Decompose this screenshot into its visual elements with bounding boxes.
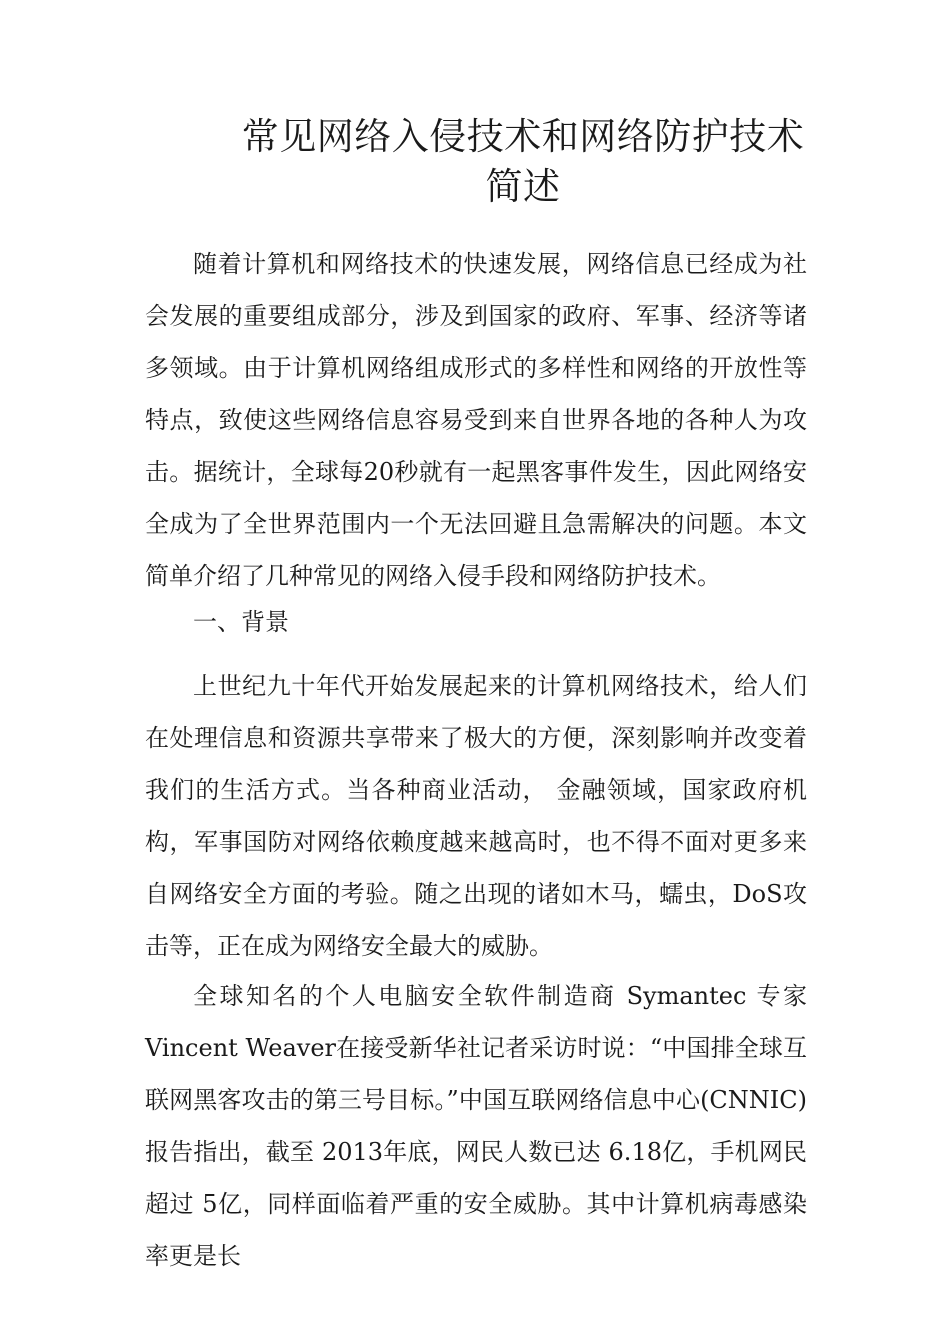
section-heading-background: 一、背景 xyxy=(193,608,289,636)
intro-paragraph: 随着计算机和网络技术的快速发展，网络信息已经成为社会发展的重要组成部分，涉及到国家的政府、军事、经济等诸多领域。由于计算机网络组成形式的多样性和网络的开放性等特点，致使这些网络信息容易受到来自世界各地的各种人为攻击。据统计，全球每20秒就有一起黑客事件发生，因此网络安全成为了全世界范围内一个无法回避且急需解决的问题。本文简单介绍了几种常见的网络入侵手段和网络防护技术。 xyxy=(145,250,807,590)
document-title: 常见网络入侵技术和网络防护技术简述 xyxy=(241,115,805,208)
statistics-paragraph: 全球知名的个人电脑安全软件制造商 Symantec 专家Vincent Weaver在接受新华社记者采访时说：“中国排全球互联网黑客攻击的第三号目标。”中国互联网络信息中心(CNNIC)报告指出，截至 2013年底，网民人数已达 6.18亿，手机网民超过 5亿，同样面临着严重的安全威胁。其中计算机病毒感染率更是长 xyxy=(145,982,807,1270)
background-paragraph: 上世纪九十年代开始发展起来的计算机网络技术，给人们在处理信息和资源共享带来了极大的方便，深刻影响并改变着我们的生活方式。当各种商业活动， 金融领域，国家政府机构，军事国防对网络依赖度越来越高时，也不得不面对更多来自网络安全方面的考验。随之出现的诸如木马，蠕虫，DoS攻击等，正在成为网络安全最大的威胁。 xyxy=(145,672,807,960)
